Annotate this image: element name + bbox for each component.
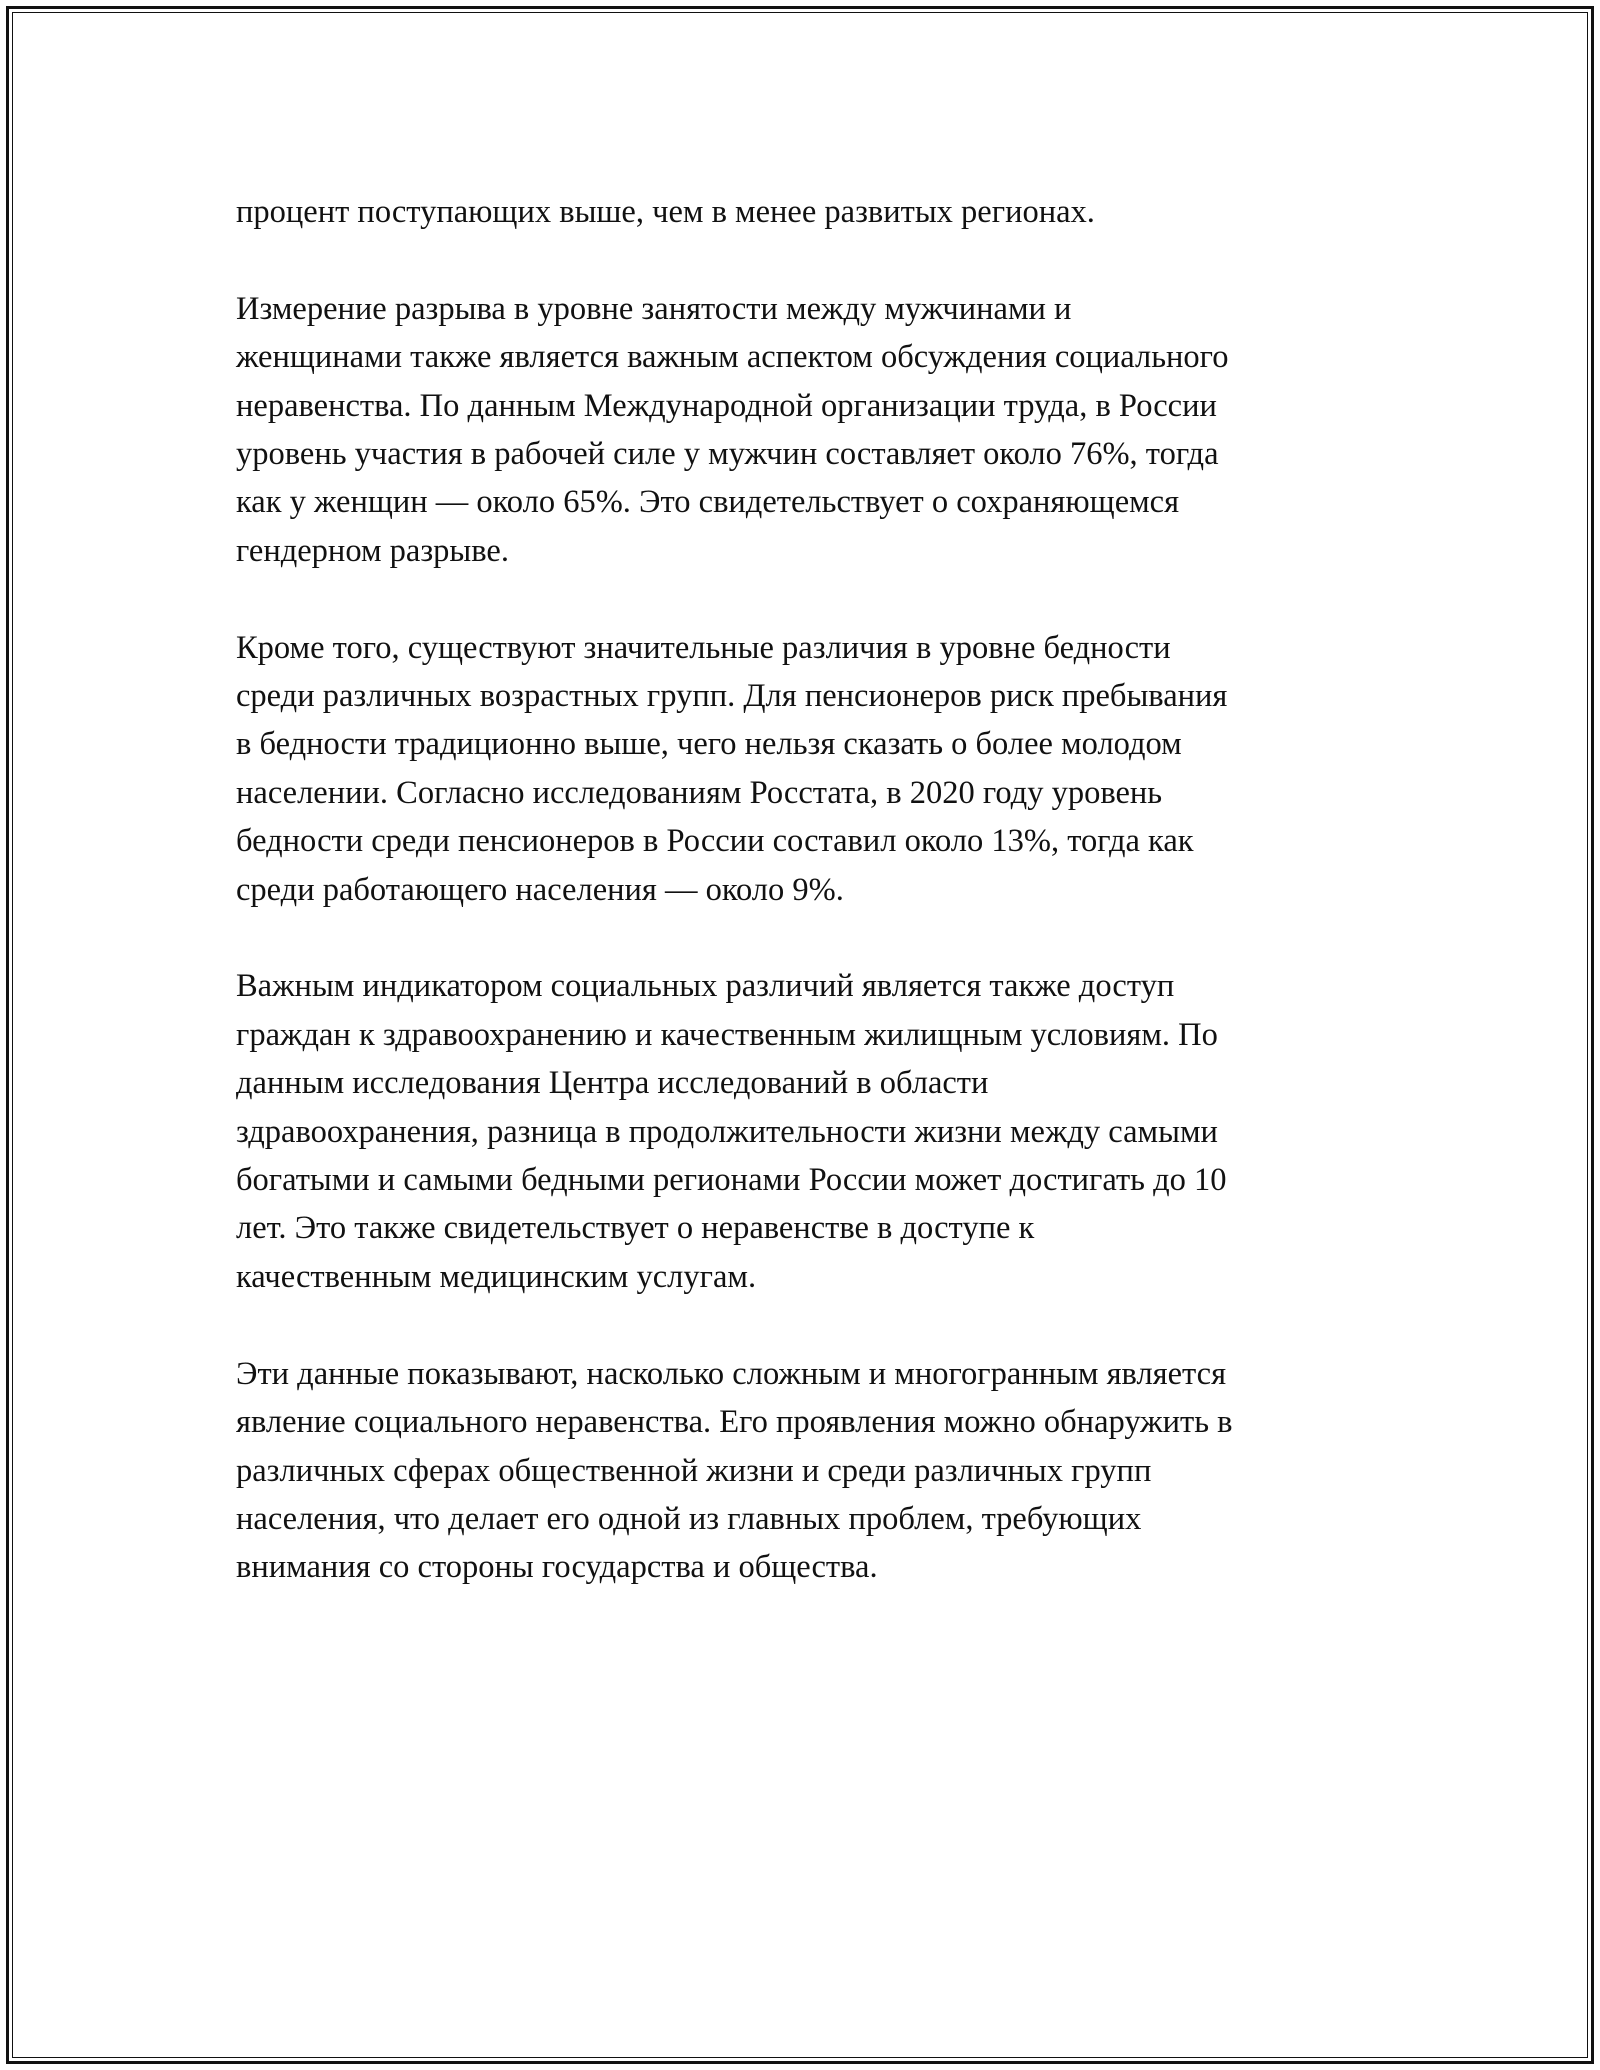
text-line: гендерном разрыве.: [236, 532, 509, 569]
document-body: [236, 188, 1386, 1640]
text-line: граждан к здравоохранению и качественным жилищным условиям. По: [236, 1016, 1218, 1053]
text-line: явление социального неравенства. Его проявления можно обнаружить в: [236, 1404, 1233, 1441]
text-line: данным исследования Центра исследований в области: [236, 1065, 989, 1102]
text-line: здравоохранения, разница в продолжительности жизни между самыми: [236, 1113, 1218, 1150]
text-line: бедности среди пенсионеров в России составил около 13%, тогда как: [236, 823, 1194, 860]
text-line: среди различных возрастных групп. Для пенсионеров риск пребывания: [236, 678, 1228, 715]
text-line: в бедности традиционно выше, чего нельзя сказать о более молодом: [236, 726, 1182, 763]
text-line: уровень участия в рабочей силе у мужчин составляет около 76%, тогда: [236, 436, 1219, 473]
text-line: Важным индикатором социальных различий является также доступ: [236, 968, 1175, 1005]
text-line: Кроме того, существуют значительные различия в уровне бедности: [236, 629, 1171, 666]
text-line: населения, что делает его одной из главных проблем, требующих: [236, 1500, 1142, 1537]
text-line: Измерение разрыва в уровне занятости между мужчинами и: [236, 290, 1072, 327]
text-line: населении. Согласно исследованиям Росстата, в 2020 году уровень: [236, 774, 1163, 811]
text-line: неравенства. По данным Международной организации труда, в России: [236, 387, 1217, 424]
text-line: различных сферах общественной жизни и среди различных групп: [236, 1452, 1152, 1489]
paragraph-employment-gap: [236, 285, 1386, 575]
text-line: процент поступающих выше, чем в менее развитых регионах.: [236, 194, 1095, 230]
paragraph-conclusion: [236, 1350, 1386, 1592]
paragraph-poverty: [236, 624, 1386, 914]
text-line: внимания со стороны государства и общества.: [236, 1549, 878, 1586]
text-line: Эти данные показывают, насколько сложным и многогранным является: [236, 1355, 1227, 1392]
paragraph-healthcare: [236, 962, 1386, 1301]
paragraph-continuation: [236, 188, 1386, 236]
text-line: женщинами также является важным аспектом обсуждения социального: [236, 339, 1229, 376]
text-line: среди работающего населения — около 9%.: [236, 871, 844, 908]
text-line: качественным медицинским услугам.: [236, 1258, 757, 1295]
text-line: богатыми и самыми бедными регионами России может достигать до 10: [236, 1162, 1227, 1199]
text-line: лет. Это также свидетельствует о неравенстве в доступе к: [236, 1210, 1035, 1247]
text-line: как у женщин — около 65%. Это свидетельствует о сохраняющемся: [236, 484, 1180, 521]
